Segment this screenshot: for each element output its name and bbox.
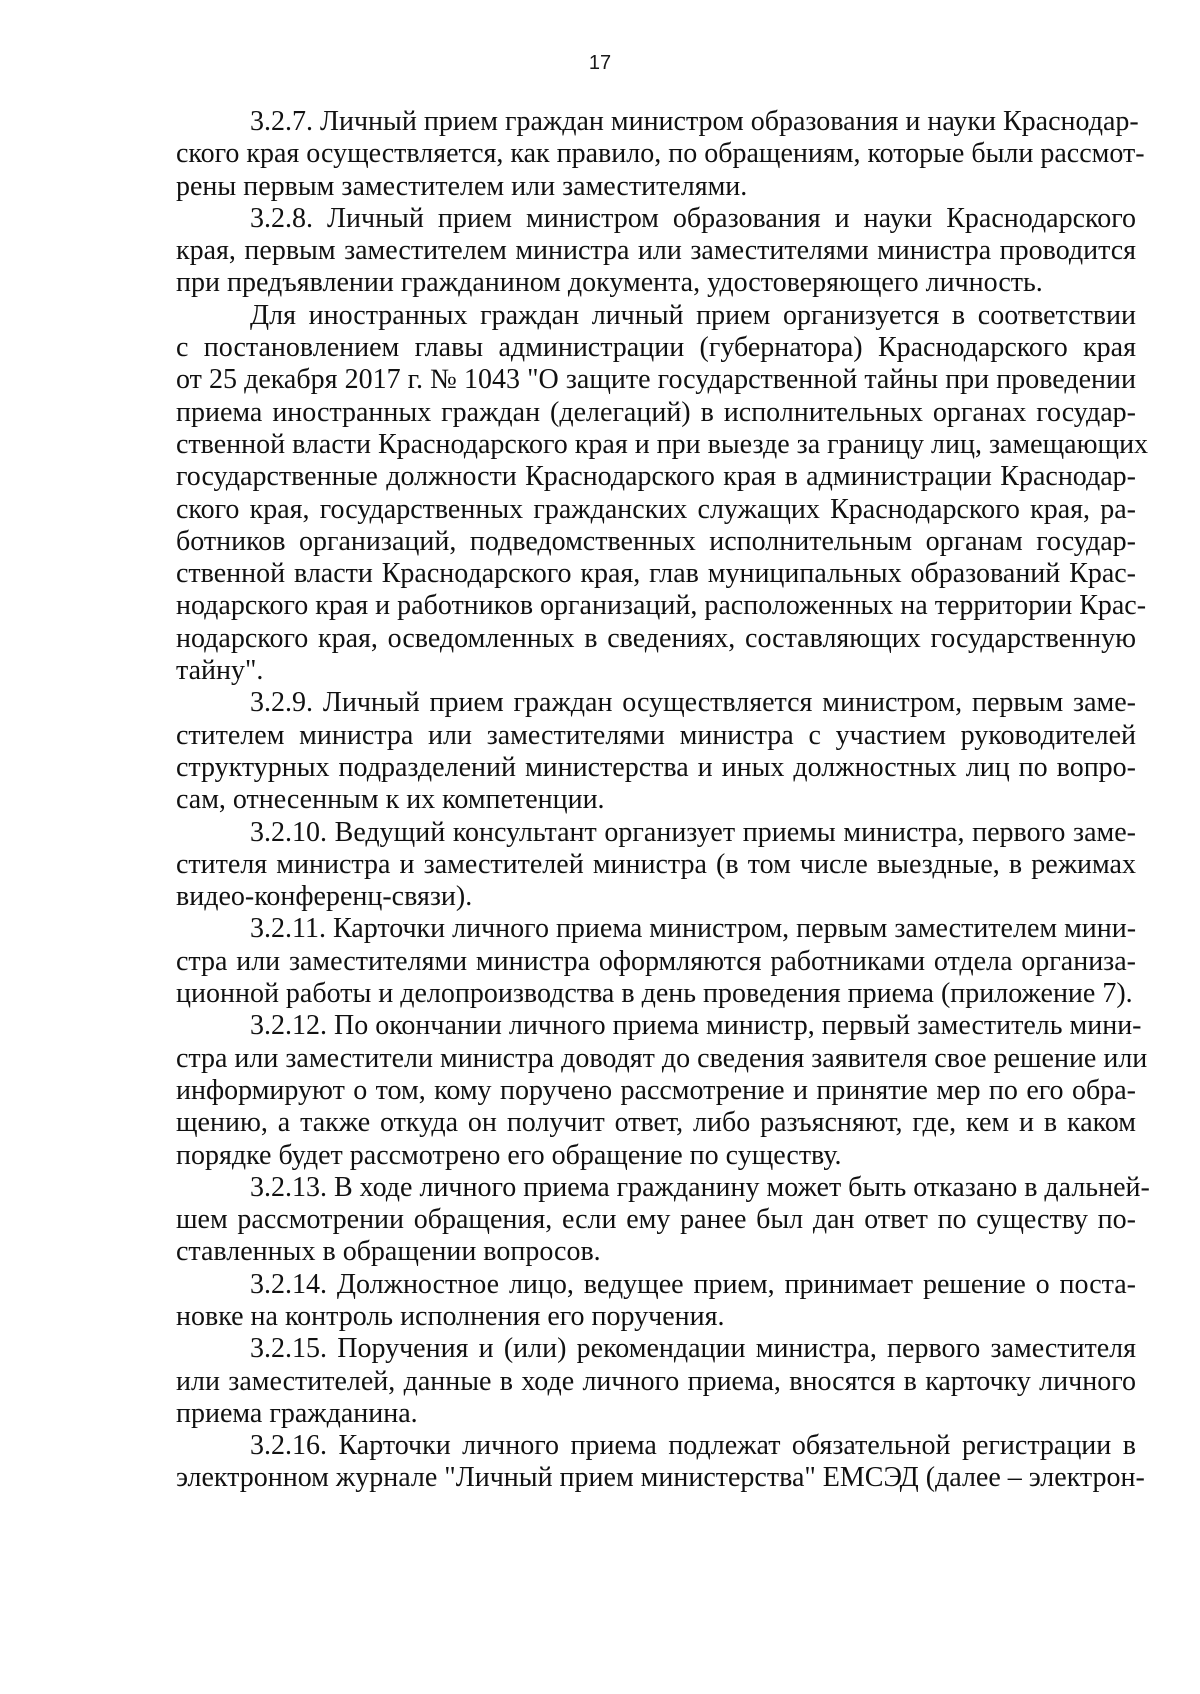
text-line: 3.2.14. Должностное лицо, ведущее прием, принимает решение о поста-	[250, 1268, 1136, 1300]
text-line: 3.2.11. Карточки личного приема министром, первым заместителем мини-	[250, 913, 1137, 945]
text-line: шем рассмотрении обращения, если ему ранее был дан ответ по существу по-	[176, 1204, 1136, 1236]
text-line: 3.2.16. Карточки личного приема подлежат обязательной регистрации в	[250, 1430, 1136, 1462]
paragraph	[176, 299, 1149, 688]
text-line: ботников организаций, подведомственных исполнительным органам государ-	[176, 525, 1136, 557]
text-line: стителя министра и заместителей министра (в том числе выездные, в режимах	[176, 848, 1136, 880]
text-line: информируют о том, кому поручено рассмотрение и принятие мер по его обра-	[176, 1074, 1136, 1106]
paragraph	[176, 913, 1136, 1010]
text-line: или заместителей, данные в ходе личного приема, вносятся в карточку личного	[176, 1365, 1136, 1397]
text-line: 3.2.13. В ходе личного приема гражданину может быть отказано в дальней-	[250, 1171, 1150, 1203]
text-line: от 25 декабря 2017 г. № 1043 "О защите государственной тайны при проведении	[176, 364, 1136, 396]
paragraph	[176, 1430, 1145, 1495]
text-line: приема гражданина.	[176, 1397, 418, 1429]
paragraph	[176, 1333, 1136, 1430]
text-line: приема иностранных граждан (делегаций) в исполнительных органах государ-	[176, 396, 1136, 428]
page-number: 17	[588, 52, 612, 74]
text-line: нодарского края, осведомленных в сведениях, составляющих государственную	[176, 622, 1136, 654]
text-line: при предъявлении гражданином документа, удостоверяющего личность.	[176, 267, 1043, 299]
text-line: рены первым заместителем или заместителями.	[176, 170, 748, 202]
text-line: структурных подразделений министерства и иных должностных лиц по вопро-	[176, 751, 1136, 783]
text-line: сам, отнесенным к их компетенции.	[176, 784, 605, 816]
text-line: порядке будет рассмотрено его обращение по существу.	[176, 1139, 842, 1171]
text-line: видео-конференц-связи).	[176, 881, 473, 913]
text-line: с постановлением главы администрации (губернатора) Краснодарского края	[176, 332, 1136, 364]
paragraph	[176, 106, 1145, 203]
text-line: 3.2.15. Поручения и (или) рекомендации министра, первого заместителя	[250, 1333, 1136, 1365]
text-line: 3.2.7. Личный прием граждан министром образования и науки Краснодар-	[250, 106, 1139, 137]
text-line: стра или заместители министра доводят до сведения заявителя свое решение или	[176, 1042, 1148, 1074]
text-line: новке на контроль исполнения его поручения.	[176, 1300, 725, 1332]
paragraph	[176, 687, 1136, 816]
text-line: ставленных в обращении вопросов.	[176, 1236, 601, 1268]
paragraph	[176, 203, 1136, 300]
text-line: стра или заместителями министра оформляются работниками отдела организа-	[176, 945, 1136, 977]
text-line: государственные должности Краснодарского края в администрации Краснодар-	[176, 461, 1136, 493]
text-line: ственной власти Краснодарского края, глав муниципальных образований Крас-	[176, 558, 1136, 590]
paragraph	[176, 1269, 1136, 1334]
paragraph	[176, 817, 1136, 914]
text-line: ционной работы и делопроизводства в день проведения приема (приложение 7).	[176, 978, 1133, 1010]
text-line: 3.2.8. Личный прием министром образования и науки Краснодарского	[250, 202, 1136, 234]
paragraph	[176, 1171, 1150, 1269]
paragraph	[176, 1010, 1148, 1171]
text-line: стителем министра или заместителями министра с участием руководителей	[176, 719, 1136, 751]
text-line: края, первым заместителем министра или заместителями министра проводится	[176, 235, 1136, 267]
text-line: ского края, государственных гражданских служащих Краснодарского края, ра-	[176, 493, 1136, 525]
text-line: электронном журнале "Личный прием министерства" ЕМСЭД (далее – электрон-	[176, 1462, 1145, 1494]
text-line: ственной власти Краснодарского края и при выезде за границу лиц, замещающих	[176, 428, 1149, 460]
document-body	[176, 106, 1150, 1495]
text-line: ского края осуществляется, как правило, по обращениям, которые были рассмот-	[176, 138, 1145, 170]
text-line: нодарского края и работников организаций, расположенных на территории Крас-	[176, 590, 1147, 622]
text-line: Для иностранных граждан личный прием организуется в соответствии	[250, 299, 1136, 331]
text-line: 3.2.9. Личный прием граждан осуществляется министром, первым замe-	[250, 687, 1136, 719]
text-line: 3.2.12. По окончании личного приема министр, первый заместитель мини-	[250, 1010, 1142, 1042]
text-line: 3.2.10. Ведущий консультант организует приемы министра, первого заме-	[250, 816, 1136, 848]
text-line: щению, а также откуда он получит ответ, либо разъясняют, где, кем и в каком	[176, 1107, 1136, 1139]
text-line: тайну".	[176, 655, 264, 687]
